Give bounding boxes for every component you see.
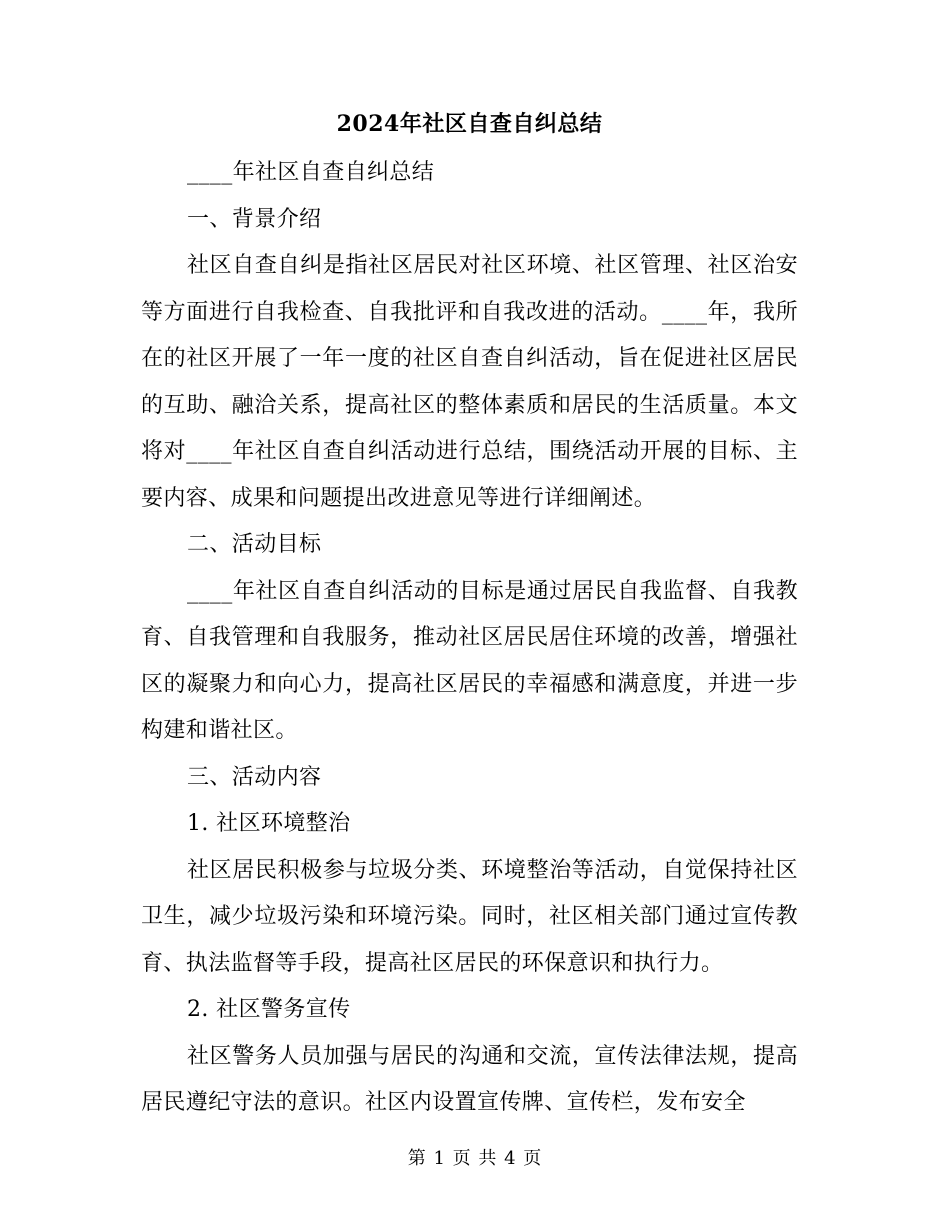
paragraph-background: 社区自查自纠是指社区居民对社区环境、社区管理、社区治安等方面进行自我检查、自我批评和自我改进的活动。____年，我所在的社区开展了一年一度的社区自查自纠活动，旨在促进社区居民的互助、融洽关系，提高社区的整体素质和居民的生活质量。本文将对____年社区自查自纠活动进行总结，围绕活动开展的目标、主要内容、成果和问题提出改进意见等进行详细阐述。 (141, 253, 798, 511)
subheading-environment: 1. 社区环境整治 (187, 811, 351, 836)
subheading-police: 2. 社区警务宣传 (187, 997, 351, 1022)
paragraph-environment: 社区居民积极参与垃圾分类、环境整治等活动，自觉保持社区卫生，减少垃圾污染和环境污染。同时，社区相关部门通过宣传教育、执法监督等手段，提高社区居民的环保意识和执行力。 (141, 857, 798, 976)
section-heading-background: 一、背景介绍 (187, 206, 322, 232)
paragraph-goals: ____年社区自查自纠活动的目标是通过居民自我监督、自我教育、自我管理和自我服务，推动社区居民居住环境的改善，增强社区的凝聚力和向心力，提高社区居民的幸福感和满意度，并进一步构建和谐社区。 (141, 578, 798, 743)
document-body (141, 104, 798, 1127)
document-title: 2024年社区自查自纠总结 (336, 111, 603, 137)
paragraph-police: 社区警务人员加强与居民的沟通和交流，宣传法律法规，提高居民遵纪守法的意识。社区内设置宣传牌、宣传栏，发布安全 (141, 1043, 798, 1115)
section-heading-goals: 二、活动目标 (187, 532, 322, 557)
subtitle-line: ____年社区自查自纠总结 (187, 160, 435, 185)
section-heading-content: 三、活动内容 (187, 764, 322, 790)
page-number-footer: 第 1 页 共 4 页 (407, 1148, 543, 1169)
